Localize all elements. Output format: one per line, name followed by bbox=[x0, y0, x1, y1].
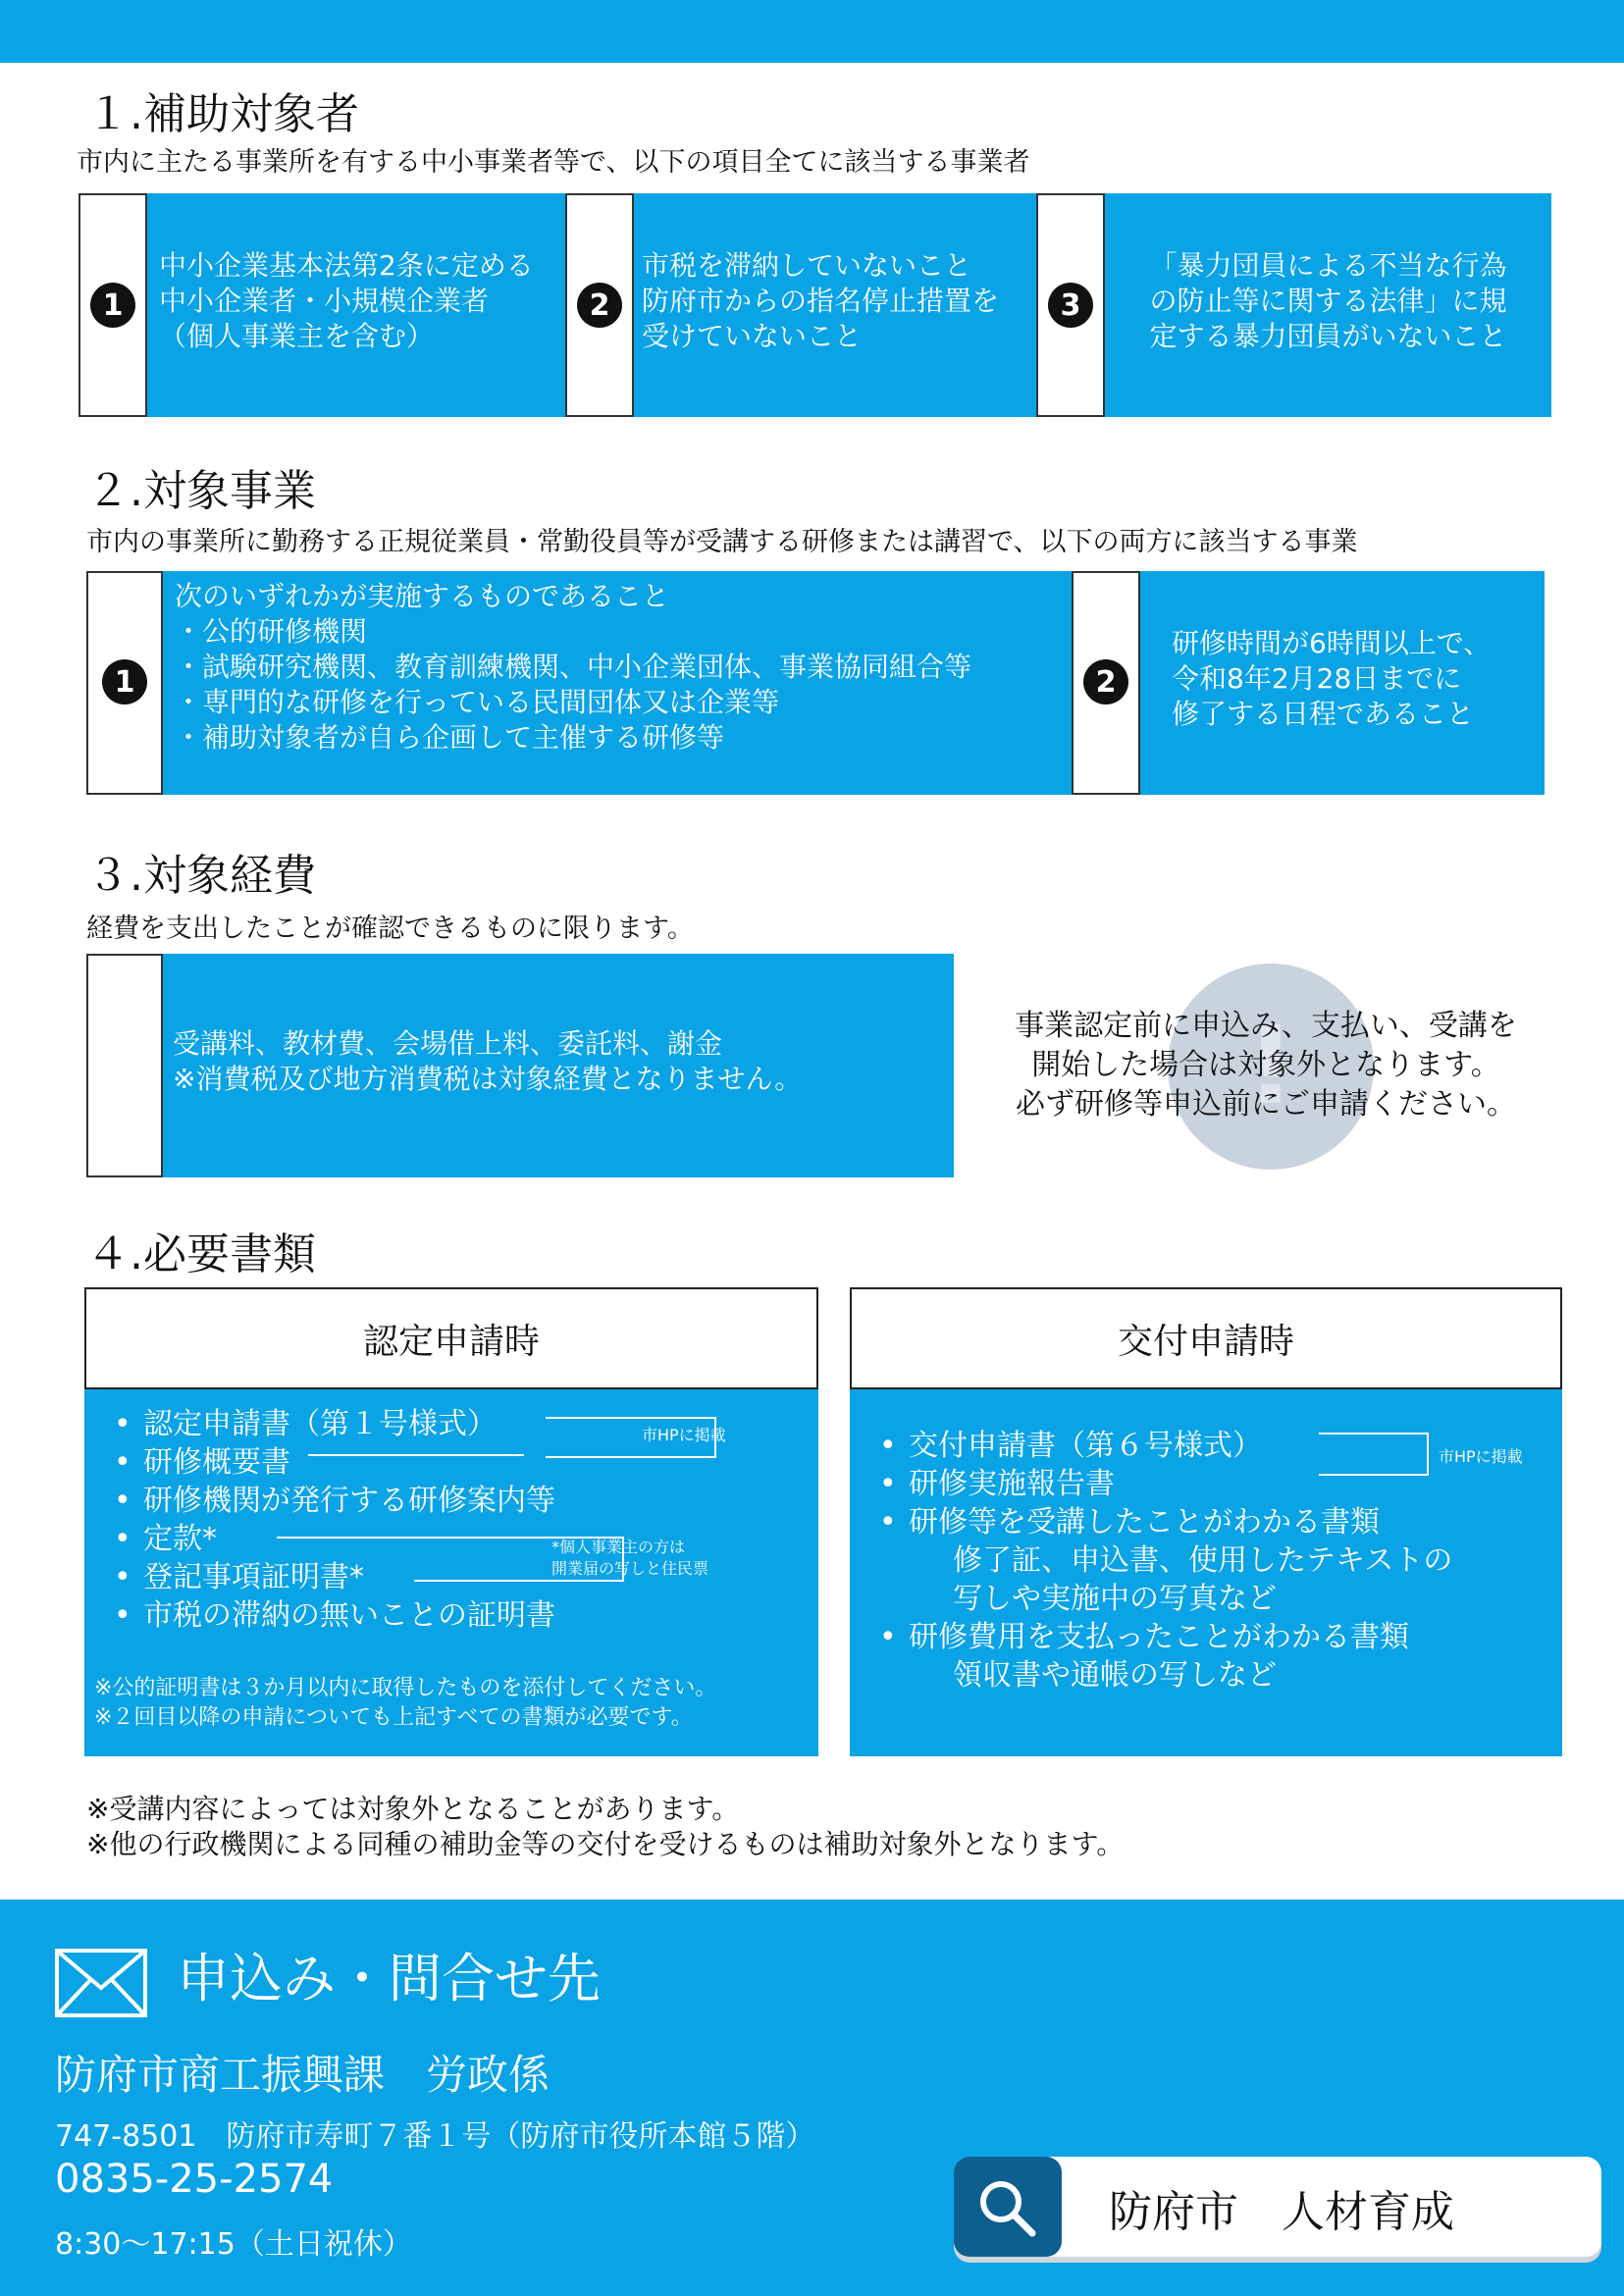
section2-lead: 市内の事業所に勤務する正規従業員・常勤役員等が受講する研修または講習で、以下の両方に該当する事業 bbox=[86, 527, 1358, 557]
star-bracket-bottom bbox=[414, 1580, 624, 1582]
search-button[interactable] bbox=[954, 2157, 1062, 2257]
doc-item: • 研修費用を支払ったことがわかる書類 領収書や通帳の写しなど bbox=[869, 1618, 1452, 1695]
star-note-line: 開業届の写しと住民票 bbox=[551, 1559, 709, 1578]
star-note-line: *個人事業主の方は bbox=[551, 1538, 686, 1556]
warning-text bbox=[981, 1007, 1550, 1124]
criteria-line: （個人事業主を含む） bbox=[159, 320, 435, 352]
doc-footnotes bbox=[94, 1674, 716, 1733]
contact-phone[interactable]: 0835-25-2574 bbox=[55, 2157, 334, 2202]
hp-bracket-line bbox=[308, 1454, 524, 1456]
warning-line: 開始した場合は対象外となります。 bbox=[1031, 1048, 1500, 1082]
section2-title: ２.対象事業 bbox=[86, 466, 316, 516]
doc-item: • 認定申請書（第１号様式） bbox=[104, 1405, 555, 1443]
criteria-line: 防府市からの指名停止措置を bbox=[642, 285, 1000, 317]
criteria-line: 研修時間が6時間以上で、 bbox=[1172, 627, 1492, 659]
criteria-box bbox=[163, 571, 1072, 795]
warning-line: 事業認定前に申込み、支払い、受講を bbox=[1015, 1009, 1517, 1043]
number-badge: 2 bbox=[1083, 659, 1128, 704]
star-note bbox=[551, 1537, 708, 1580]
search-icon bbox=[975, 2176, 1038, 2239]
criteria-line: ・試験研究機関、教育訓練機関、中小企業団体、事業協同組合等 bbox=[175, 651, 972, 683]
bottom-notes bbox=[86, 1792, 1124, 1862]
exclamation-icon: ! bbox=[1245, 1003, 1296, 1128]
criteria-box bbox=[634, 193, 1036, 417]
search-box[interactable] bbox=[954, 2157, 1601, 2257]
criteria-line: 次のいずれかが実施するものであること bbox=[175, 580, 670, 612]
criteria-line: 中小企業者・小規模企業者 bbox=[159, 285, 490, 317]
documents-box-certification bbox=[84, 1389, 818, 1756]
expense-box bbox=[163, 954, 954, 1177]
criteria-line: の防止等に関する法律」に規 bbox=[1149, 285, 1507, 317]
mail-icon bbox=[55, 1949, 147, 2017]
section1-lead: 市内に主たる事業所を有する中小事業者等で、以下の項目全てに該当する事業者 bbox=[77, 147, 1030, 178]
doc-item: • 研修等を受講したことがわかる書類 修了証、申込書、使用したテキストの 写しや実施中の写真など bbox=[869, 1503, 1452, 1618]
criteria-line: 修了する日程であること bbox=[1172, 698, 1475, 730]
column-header-certification: 認定申請時 bbox=[84, 1287, 818, 1389]
expense-line: 受講料、教材費、会場借上料、委託料、謝金 bbox=[173, 1027, 723, 1060]
hp-note: 市HPに掲載 bbox=[1439, 1447, 1523, 1466]
number-badge: 1 bbox=[90, 283, 135, 328]
criteria-line: 受けていないこと bbox=[642, 320, 863, 352]
doc-footnote: ※２回目以降の申請についても上記すべての書類が必要です。 bbox=[94, 1705, 693, 1730]
doc-item: • 登記事項証明書* bbox=[104, 1558, 555, 1596]
contact-department: 防府市商工振興課 労政係 bbox=[55, 2051, 550, 2099]
hp-note: 市HPに掲載 bbox=[642, 1426, 726, 1444]
criteria-line: 令和8年2月28日までに bbox=[1172, 662, 1462, 695]
contact-address: 747-8501 防府市寿町７番１号（防府市役所本館５階） bbox=[55, 2119, 815, 2154]
doc-item: • 市税の滞納の無いことの証明書 bbox=[104, 1596, 555, 1635]
criteria-line: 定する暴力団員がいないこと bbox=[1149, 320, 1507, 352]
criteria-line: 「暴力団員による不当な行為 bbox=[1149, 249, 1507, 282]
doc-item: • 研修機関が発行する研修案内等 bbox=[104, 1482, 555, 1520]
criteria-box bbox=[1105, 193, 1551, 417]
item-number-cell bbox=[86, 954, 163, 1177]
doc-subitem: 領収書や通帳の写しなど bbox=[953, 1658, 1277, 1693]
number-badge: 1 bbox=[102, 659, 147, 704]
criteria-line: ・補助対象者が自ら企画して主催する研修等 bbox=[175, 721, 725, 754]
doc-item: • 研修実施報告書 bbox=[869, 1465, 1452, 1503]
contact-heading: 申込み・問合せ先 bbox=[177, 1948, 601, 2009]
doc-footnote: ※公的証明書は３か月以内に取得したものを添付してください。 bbox=[94, 1676, 717, 1700]
criteria-line: ・公的研修機関 bbox=[175, 615, 368, 648]
contact-footer bbox=[0, 1900, 1624, 2296]
criteria-line: 市税を滞納していないこと bbox=[642, 249, 972, 282]
section3-lead: 経費を支出したことが確認できるものに限ります。 bbox=[86, 913, 694, 944]
documents-box-grant bbox=[850, 1389, 1562, 1756]
search-query[interactable]: 防府市 人材育成 bbox=[1109, 2187, 1454, 2237]
criteria-box bbox=[1140, 571, 1545, 795]
note-line: ※受講内容によっては対象外となることがあります。 bbox=[86, 1793, 740, 1825]
doc-subitem: 写しや実施中の写真など bbox=[953, 1582, 1277, 1616]
criteria-line: ・専門的な研修を行っている民間団体又は企業等 bbox=[175, 686, 780, 718]
number-badge: 3 bbox=[1048, 283, 1093, 328]
number-badge: 2 bbox=[577, 283, 622, 328]
column-header-grant: 交付申請時 bbox=[850, 1287, 1562, 1389]
top-bar bbox=[0, 0, 1624, 63]
criteria-line: 中小企業基本法第2条に定める bbox=[159, 249, 534, 282]
section3-title: ３.対象経費 bbox=[86, 851, 316, 901]
doc-item: • 交付申請書（第６号様式） bbox=[869, 1427, 1452, 1465]
section1-title: １.補助対象者 bbox=[86, 89, 359, 139]
doc-item: • 定款* bbox=[104, 1520, 555, 1558]
doc-item: • 研修概要書 bbox=[104, 1443, 555, 1482]
expense-line: ※消費税及び地方消費税は対象経費となりません。 bbox=[173, 1063, 803, 1095]
hp-bracket bbox=[1319, 1433, 1429, 1476]
criteria-box bbox=[147, 193, 565, 417]
section4-title: ４.必要書類 bbox=[86, 1229, 316, 1279]
doc-subitem: 修了証、申込書、使用したテキストの bbox=[953, 1543, 1453, 1578]
contact-hours: 8:30～17:15（土日祝休） bbox=[55, 2227, 412, 2262]
note-line: ※他の行政機関による同種の補助金等の交付を受けるものは補助対象外となります。 bbox=[86, 1828, 1125, 1860]
warning-line: 必ず研修等申込前にご申請ください。 bbox=[1016, 1087, 1516, 1122]
